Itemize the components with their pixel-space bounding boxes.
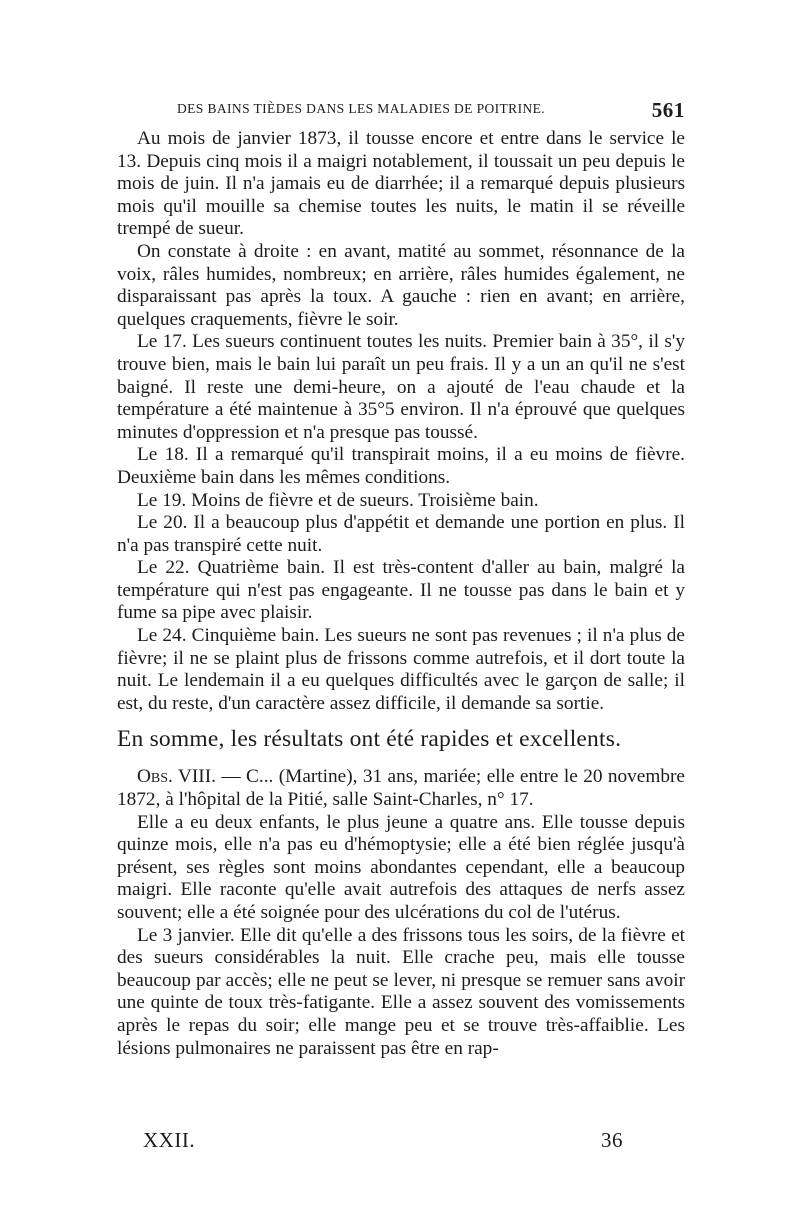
observation-label: Obs. VIII. bbox=[137, 766, 216, 788]
page-footer bbox=[143, 1128, 623, 1158]
paragraph: Le 24. Cinquième bain. Les sueurs ne sont pas revenues ; il n'a plus de fièvre; il ne se plaint plus de frissons comme autrefois, et il dort toute la nuit. Le lendemain il a eu quelques difficultés avec le garçon de salle; il est, du reste, d'un caractère assez difficile, il demande sa sortie. bbox=[117, 625, 685, 714]
paragraph: Le 3 janvier. Elle dit qu'elle a des frissons tous les soirs, de la fièvre et des sueurs considérables la nuit. Elle crache peu, mais elle tousse beaucoup par accès; elle ne peut se lever, ni presque se remuer sans avoir une quinte de toux très-fatigante. Elle a assez souvent des vomissements après le repas du soir; elle mange peu et se trouve très-affaiblie. Les lésions pulmonaires ne paraissent pas être en rap- bbox=[117, 924, 685, 1059]
paragraph: Le 19. Moins de fièvre et de sueurs. Troisième bain. bbox=[137, 489, 539, 511]
paragraph: Le 17. Les sueurs continuent toutes les nuits. Premier bain à 35°, il s'y trouve bien, mais le bain lui paraît un peu frais. Il y a un an qu'il ne s'est baigné. Il reste une demi-heure, on a ajouté de l'eau chaude et la température a été maintenue à 35°5 environ. Il n'a éprouvé que quelques minutes d'oppression et n'a presque pas toussé. bbox=[117, 331, 685, 443]
paragraph: Elle a eu deux enfants, le plus jeune a quatre ans. Elle tousse depuis quinze mois, elle n'a pas eu d'hémoptysie; elle a été bien réglée jusqu'à présent, ses règles sont moins abondantes cependant, elle a beaucoup maigri. Elle raconte qu'elle avait autrefois des attaques de nerfs assez souvent; elle a été soignée pour des ulcérations du col de l'utérus. bbox=[117, 811, 685, 923]
observation-heading bbox=[117, 766, 685, 811]
paragraph: Au mois de janvier 1873, il tousse encore et entre dans le service le 13. Depuis cinq mois il a maigri notablement, il toussait un peu depuis le mois de juin. Il n'a jamais eu de diarrhée; il a remarqué depuis plusieurs mois qu'il mouille sa chemise toutes les nuits, le matin il se réveille trempé de sueur. bbox=[117, 128, 685, 240]
body-text bbox=[117, 128, 685, 1060]
sheet-number: 36 bbox=[601, 1128, 623, 1152]
book-page bbox=[117, 98, 685, 1060]
running-title: DES BAINS TIÈDES DANS LES MALADIES DE POITRINE. bbox=[177, 101, 546, 116]
observation-text: — C... (Martine), 31 ans, mariée; elle entre le 20 novembre 1872, à l'hôpital de la Pitié, salle Saint-Charles, n° 17. bbox=[117, 766, 685, 811]
signature-mark: XXII. bbox=[143, 1128, 196, 1152]
paragraph: On constate à droite : en avant, matité au sommet, résonnance de la voix, râles humides, nombreux; en arrière, râles humides également, ne disparaissant pas après la toux. A gauche : rien en avant; en arrière, quelques craquements, fièvre le soir. bbox=[117, 240, 685, 330]
paragraph: Le 18. Il a remarqué qu'il transpirait moins, il a eu moins de fièvre. Deuxième bain dans les mêmes conditions. bbox=[117, 444, 685, 488]
paragraph: Le 20. Il a beaucoup plus d'appétit et demande une portion en plus. Il n'a pas transpiré cette nuit. bbox=[117, 512, 685, 556]
paragraph: Le 22. Quatrième bain. Il est très-content d'aller au bain, malgré la température qui n'est pas engageante. Il ne tousse pas dans le bain et y fume sa pipe avec plaisir. bbox=[117, 557, 685, 624]
summary-line: En somme, les résultats ont été rapides et excellents. bbox=[117, 726, 622, 753]
page-number: 561 bbox=[651, 98, 685, 122]
running-head bbox=[117, 98, 685, 128]
